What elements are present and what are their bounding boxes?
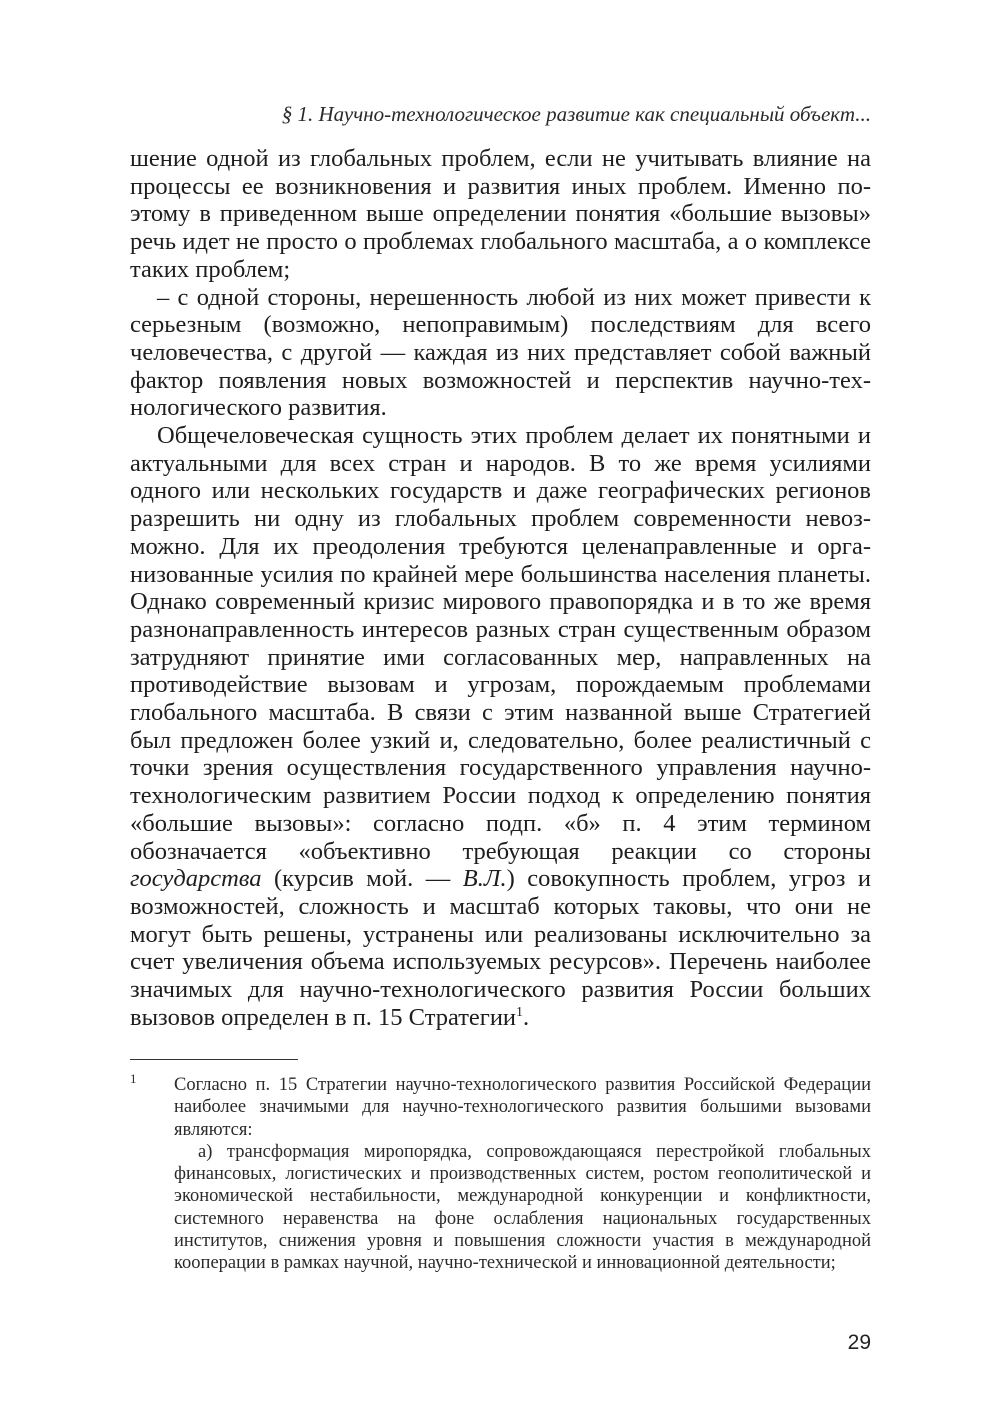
paragraph-3 <box>130 422 871 1031</box>
footnote-marker: 1 <box>130 1071 137 1086</box>
footnote-intro-paragraph <box>130 1071 871 1141</box>
paragraph-2: – с одной стороны, нерешенность любой из них может привести к серьезным (возможно, непоправимым) последствиям для всего человечества, с другой — каждая из них представляет собой важный фактор появления новых возможностей и перспектив научно-технологического развития. <box>130 283 871 422</box>
page-number: 29 <box>847 1331 871 1354</box>
paragraph-3-italic-1: государства <box>130 865 262 893</box>
paragraph-1: шение одной из глобальных проблем, если не учитывать влияние на процессы ее возникновения и развития иных проблем. Именно поэтому в приведенном выше определении понятия «большие вызовы» речь идет не просто о проблемах глобального масштаба, а о комплексе таких проблем; <box>130 145 871 283</box>
footnote <box>130 1071 871 1275</box>
footnote-reference: 1 <box>516 1004 524 1020</box>
footnote-item-a: а) трансформация миропорядка, сопровождающаяся перестройкой глобальных финансовых, логистических и производственных систем, ростом геополитической и экономической нестабильности, международной конкуренции и конфликтности, системного неравенства на фоне ослабления национальных государственных институтов, снижения уровня и повышения сложности участия в международной кооперации в рамках научной, научно-технической и инновационной деятельности; <box>174 1141 871 1274</box>
paragraph-3-end: . <box>523 1003 530 1031</box>
footnote-intro: Согласно п. 15 Стратегии научно-технологического развития Российской Федерации наиболее значимыми для научно-технологического развития большими вызовами являются: <box>174 1075 871 1140</box>
footnote-divider <box>130 1059 298 1060</box>
paragraph-3-text-1: Общечеловеческая сущность этих проблем делает их понятными и актуальными для всех стран и народов. В то же время усилиями одного или нескольких государств и даже географических регионов разрешить ни одну из глобальных проблем современности невозможно. Для их преодоления требуются целенаправленные и организованные усилия по крайней мере большинства населения планеты. Однако современный кризис мирового правопорядка и в то же время разнонаправленность интересов разных стран существенным образом затрудняют принятие ими согласованных мер, направленных на противодействие вызовам и угрозам, порождаемым проблемами глобального масштаба. В связи с этим названной выше Стратегией был предложен более узкий и, следовательно, более реалистичный с точки зрения осуществления государственного управления научно-технологическим развитием России подход к определению понятия «большие вызовы»: согласно подп. «б» п. 4 этим термином обозначается «объективно требующая реакции со стороны <box>130 422 871 865</box>
paragraph-3-italic-2: В.Л. <box>462 865 507 893</box>
running-header: § 1. Научно-технологическое развитие как специальный объект... <box>281 102 871 126</box>
paragraph-3-text-3: ) совокупность проблем, угроз и возможностей, сложность и масштаб которых таковы, что они не могут быть решены, устранены или реализованы исключительно за счет увеличения объема используемых ресурсов». Перечень наиболее значимых для научно-технологического развития России больших вызовов определен в п. 15 Стратегии <box>130 865 871 1031</box>
paragraph-3-text-2: (курсив мой. — <box>261 865 463 893</box>
main-text <box>130 145 871 1032</box>
